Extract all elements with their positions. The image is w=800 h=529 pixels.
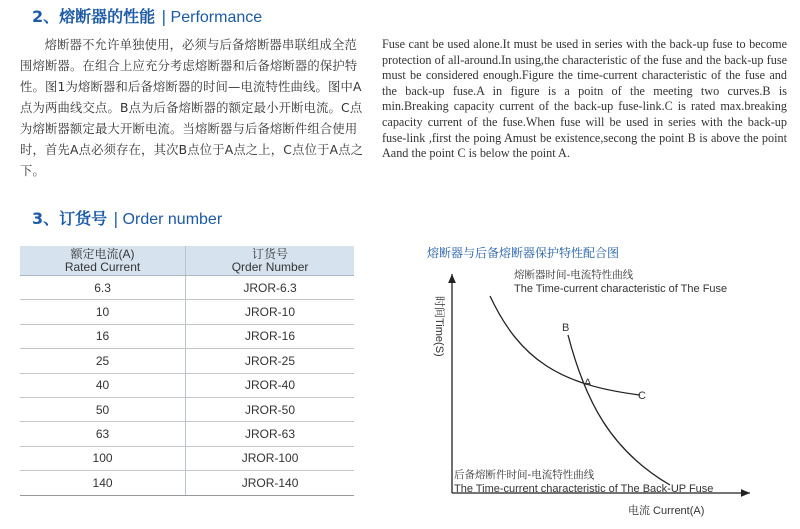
col-order-number-cn: 订货号 — [252, 247, 289, 261]
fuse-curve — [490, 296, 640, 395]
rated-current-cell: 50 — [20, 397, 186, 421]
order-number-cell: JROR-40 — [186, 373, 354, 397]
order-number-cell: JROR-16 — [186, 324, 354, 348]
col-rated-current-cn: 额定电流(A) — [70, 247, 135, 261]
rated-current-cell: 63 — [20, 422, 186, 446]
heading-divider: | — [161, 7, 167, 26]
backup-curve-label-cn: 后备熔断件时间-电流特性曲线 — [454, 469, 595, 481]
order-number-cell: JROR-140 — [186, 471, 354, 495]
rated-current-cell: 40 — [20, 373, 186, 397]
backup-curve-label-en: The Time-current characteristic of The Back-UP Fuse — [454, 483, 714, 495]
rated-current-cell: 16 — [20, 324, 186, 348]
rated-current-cell: 25 — [20, 349, 186, 373]
performance-heading-cn: 熔断器的性能 — [59, 7, 156, 26]
chart-title: 熔断器与后备熔断器保护特性配合图 — [427, 246, 620, 260]
order-heading-number: 3、 — [32, 209, 60, 228]
performance-heading-number: 2、 — [32, 7, 60, 26]
fuse-curve-label-en: The Time-current characteristic of The Fuse — [514, 283, 728, 295]
order-heading-en: Order number — [122, 211, 223, 228]
rated-current-cell: 100 — [20, 446, 186, 470]
rated-current-cell: 6.3 — [20, 276, 186, 300]
point-c-label: C — [638, 390, 646, 402]
fuse-curve-label-cn: 熔断器时间-电流特性曲线 — [514, 269, 634, 281]
point-b-label: B — [562, 322, 570, 334]
order-number-cell: JROR-6.3 — [186, 276, 354, 300]
y-axis-label: 时间Time(S) — [433, 296, 445, 357]
order-number-cell: JROR-25 — [186, 349, 354, 373]
col-order-number-en: Qrder Number — [231, 260, 309, 274]
performance-heading-en: Performance — [170, 9, 263, 26]
rated-current-cell: 140 — [20, 471, 186, 495]
order-number-cell: JROR-63 — [186, 422, 354, 446]
rated-current-cell: 10 — [20, 300, 186, 324]
point-a-label: A — [584, 377, 592, 389]
performance-paragraph-cn: 熔断器不允许单独使用，必须与后备熔断器串联组成全范围熔断器。在组合上应充分考虑熔断器和后备熔断器的保护特性。图1为熔断器和后备熔断器的时间—电流特性曲线。图中A点为两曲线交点。B点为后备熔断器的额定最小开断电流。C点为熔断器额定最大开断电流。当熔断器与后备熔断件组合使用时，首先A点必须存在，其次B点位于A点之上，C点位于A点之下。 — [20, 38, 364, 178]
performance-paragraph-en: Fuse cant be used alone.It must be used in series with the back-up fuse to become protection of all-around.In using,the characteristic of the fuse and the back-up fuse must be considered enough.Figure the time-current characteristic of the fuse and the back-up fuse.A in figure is a poitn of the meeting two curves.B is min.Breaking capacity current of the back-up fuse-link.C is rated max.breaking capacity current of the fuse.When fuse will be used in series with the back-up fuse-link ,first the poing Amust be existence,secong the point B is above the point Aand the point C is below the point A. — [382, 37, 787, 161]
backup-fuse-curve — [568, 335, 670, 485]
order-number-cell: JROR-10 — [186, 300, 354, 324]
order-heading-cn: 订货号 — [59, 209, 108, 228]
order-number-cell: JROR-50 — [186, 397, 354, 421]
heading-divider: | — [113, 209, 119, 228]
col-rated-current-en: Rated Current — [64, 260, 141, 274]
order-number-cell: JROR-100 — [186, 446, 354, 470]
x-axis-label: 电流 Current(A) — [628, 505, 705, 517]
